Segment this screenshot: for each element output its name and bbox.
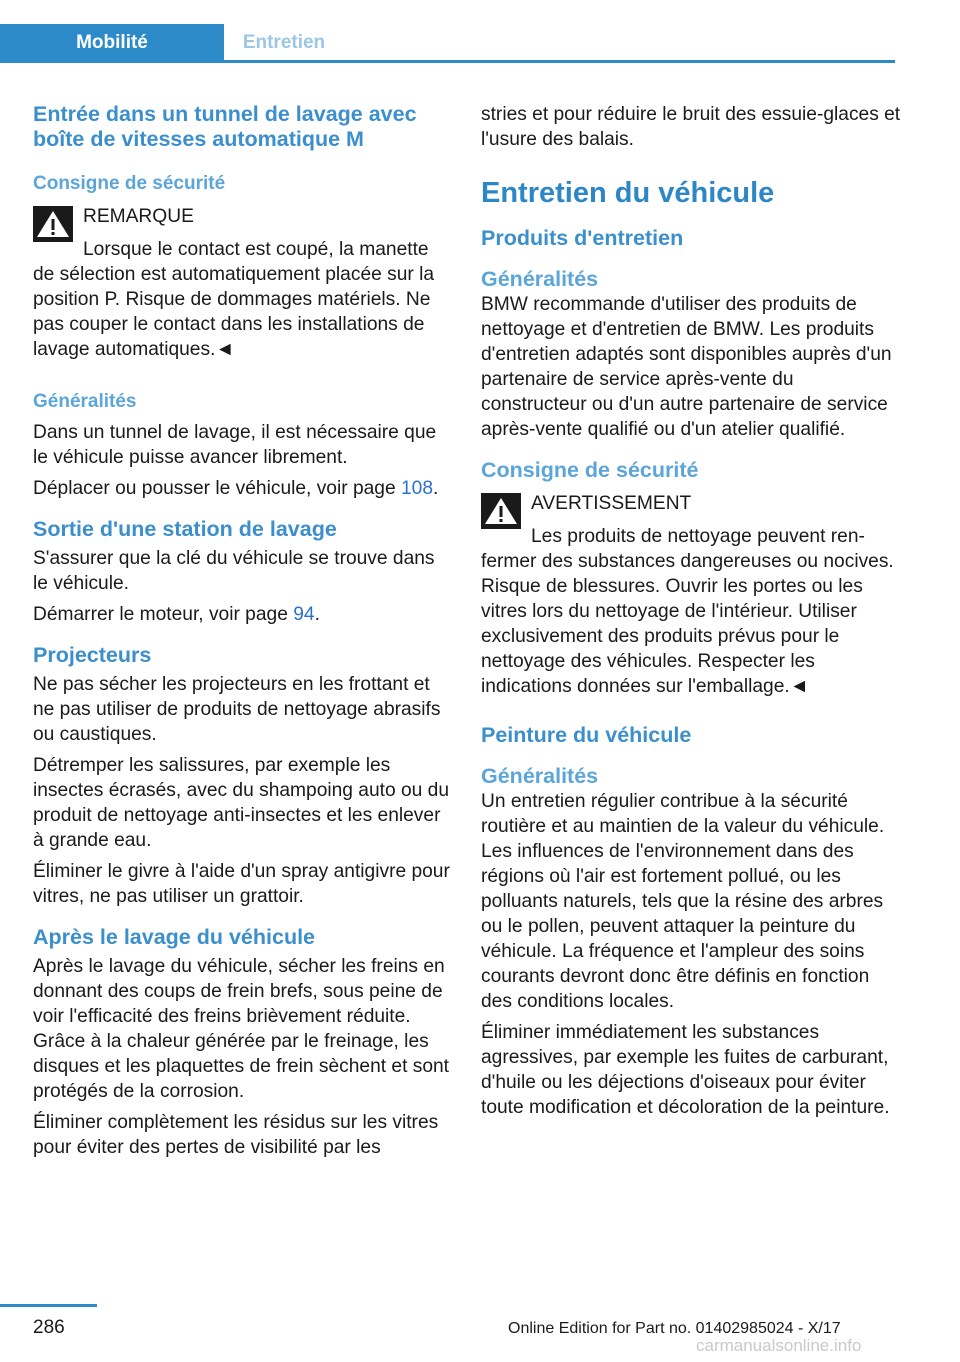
warning-triangle-icon bbox=[481, 493, 521, 529]
page-reference-link[interactable]: 94 bbox=[293, 604, 315, 625]
chapter-title-entretien: Entretien du véhicule bbox=[481, 177, 775, 209]
chapter-tab-bar bbox=[0, 24, 895, 62]
tab-entretien[interactable]: Entretien bbox=[242, 32, 326, 53]
reference-text: Démarrer le moteur, voir page bbox=[33, 604, 288, 625]
header-rule bbox=[0, 60, 895, 63]
subheading-general: Généralités bbox=[33, 391, 137, 412]
right-column bbox=[481, 102, 901, 1120]
paragraph: Détremper les salissures, par exemple les insectes écrasés, avec du shampoing auto ou du produit de nettoyage anti-insectes et les enlever à grande eau. bbox=[33, 755, 449, 851]
warning-notice bbox=[481, 491, 901, 699]
edition-note: Online Edition for Part no. 01402985024 - X/17 bbox=[508, 1320, 841, 1337]
paragraph-with-reference: Démarrer le moteur, voir page 94. bbox=[33, 604, 320, 625]
paragraph: Après le lavage du véhicule, sécher les freins en donnant des coups de frein brefs, sous peine de voir l'efficacité des freins brièvement réduite. Grâce à la chaleur générée par le freinage, les disques et les plaquettes de frein sèchent et sont protégés de la corrosion. bbox=[33, 956, 449, 1102]
watermark: carmanualsonline.info bbox=[696, 1336, 862, 1355]
page-number: 286 bbox=[33, 1317, 65, 1338]
paragraph: Éliminer immédiatement les substances agressives, par exemple les fuites de carburant, d'huile ou les déjections d'oiseaux pour éviter toute modification et décoloration de la peinture. bbox=[481, 1022, 890, 1118]
paragraph: S'assurer que la clé du véhicule se trouve dans le véhicule. bbox=[33, 548, 435, 594]
paragraph: Ne pas sécher les projecteurs en les frottant et ne pas utiliser de produits de nettoyage abrasifs ou caustiques. bbox=[33, 674, 441, 745]
warning-text-rest: fermer des substances dangereuses ou nocives. Risque de blessures. Ouvrir les portes ou les vitres lors du nettoyage de l'intérieur. Utiliser exclusivement des produits prévus pour le nettoyage des véhicules. Respecter les indications données sur l'emballage.◄ bbox=[481, 551, 894, 697]
warning-text-first: Les produits de nettoyage peuvent ren- bbox=[531, 526, 865, 547]
paragraph-continued: stries et pour réduire le bruit des essuie-glaces et l'usure des balais. bbox=[481, 104, 901, 150]
section-title-peinture: Peinture du véhicule bbox=[481, 723, 692, 747]
footer-rule bbox=[0, 1304, 97, 1307]
warning-text-first: Lorsque le contact est coupé, la manette bbox=[83, 239, 429, 260]
paragraph-with-reference: Déplacer ou pousser le véhicule, voir page 108. bbox=[33, 478, 439, 499]
section-title-projecteurs: Projecteurs bbox=[33, 643, 152, 667]
subheading-general: Généralités bbox=[481, 764, 599, 788]
page-reference-link[interactable]: 108 bbox=[401, 478, 434, 499]
section-title-tunnel: Entrée dans un tunnel de lavage avec boîte de vitesses automatique M bbox=[33, 102, 417, 151]
warning-title: REMARQUE bbox=[83, 206, 194, 227]
paragraph: BMW recommande d'utiliser des produits de nettoyage et d'entretien de BMW. Les produits d'entretien adaptés sont disponibles auprès d'un partenaire de service après-vente du constructeur ou d'un autre partenaire de service après-vente qualifié ou d'un atelier qualifié. bbox=[481, 294, 892, 440]
paragraph: Dans un tunnel de lavage, il est nécessaire que le véhicule puisse avancer librement. bbox=[33, 422, 437, 468]
reference-text: Déplacer ou pousser le véhicule, voir page bbox=[33, 478, 396, 499]
warning-notice bbox=[33, 204, 453, 362]
subheading-general: Généralités bbox=[481, 267, 599, 291]
paragraph: Éliminer complètement les résidus sur les vitres pour éviter des pertes de visibilité par les bbox=[33, 1112, 439, 1158]
warning-triangle-icon bbox=[33, 206, 73, 242]
paragraph: Un entretien régulier contribue à la sécurité routière et au maintien de la valeur du véhicule. Les influences de l'environnement dans des régions où l'air est fortement pollué, ou les polluants naturels, tels que la résine des arbres ou le pollen, peuvent attaquer la peinture du véhicule. La fréquence et l'ampleur des soins courants devront donc être définis en fonction des conditions locales. bbox=[481, 791, 885, 1012]
tab-mobilite[interactable]: Mobilité bbox=[0, 24, 224, 62]
section-title-apres-lavage: Après le lavage du véhicule bbox=[33, 925, 316, 949]
paragraph: Éliminer le givre à l'aide d'un spray antigivre pour vitres, ne pas utiliser un grattoir. bbox=[33, 861, 450, 907]
subheading-safety: Consigne de sécurité bbox=[33, 173, 226, 194]
left-column bbox=[33, 102, 453, 1160]
warning-title: AVERTISSEMENT bbox=[531, 493, 692, 514]
warning-text-rest: de sélection est automatiquement placée sur la position P. Risque de dommages matériels. Ne pas couper le contact dans les installations de lavage automatiques.◄ bbox=[33, 264, 435, 360]
subheading-safety: Consigne de sécurité bbox=[481, 458, 699, 482]
section-title-sortie: Sortie d'une station de lavage bbox=[33, 517, 337, 541]
section-title-produits: Produits d'entretien bbox=[481, 226, 684, 250]
